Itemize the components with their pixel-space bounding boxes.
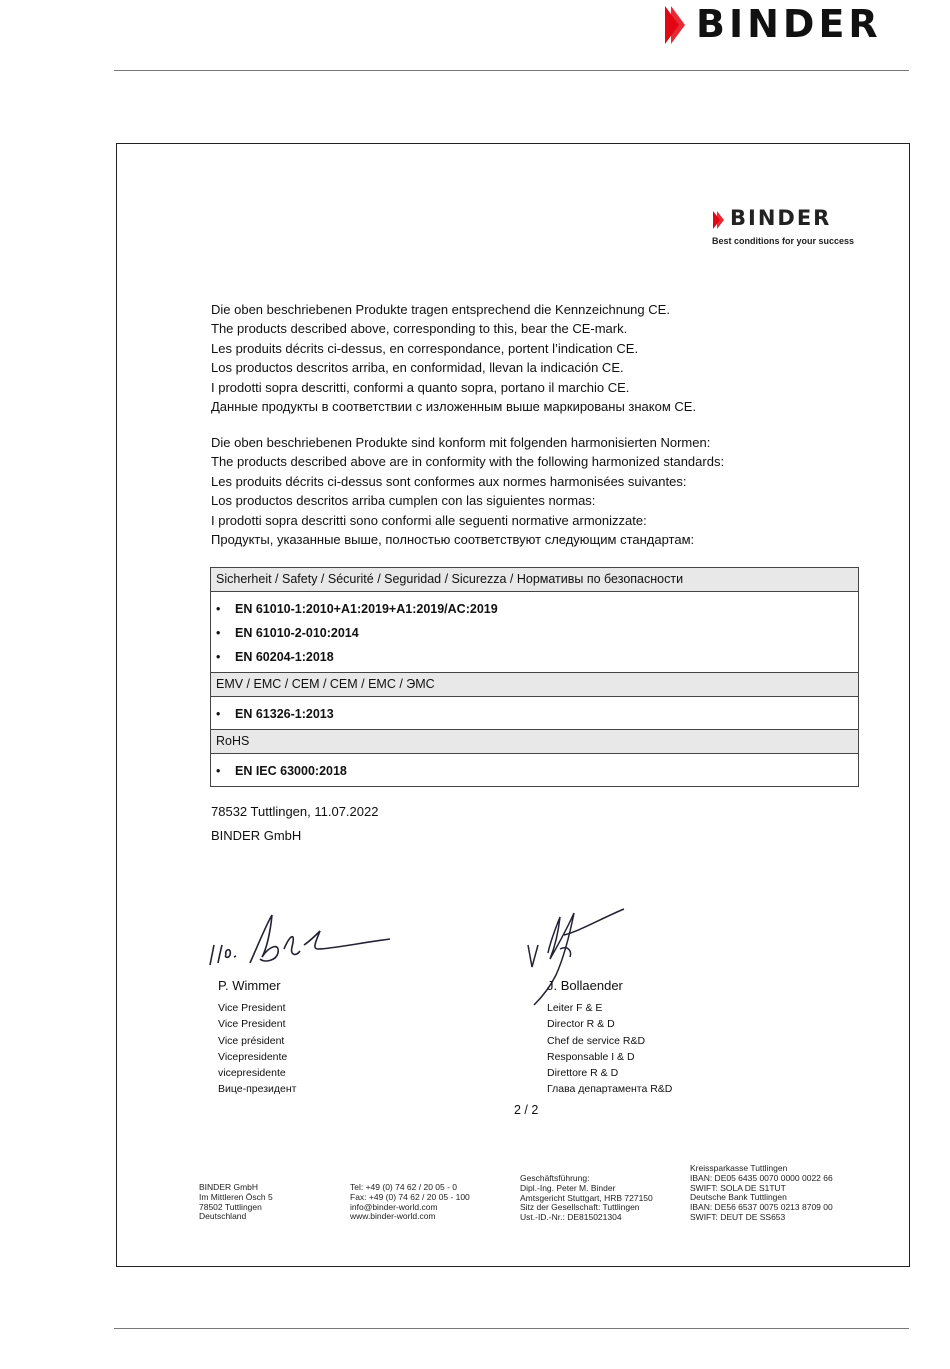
binder-logo xyxy=(662,4,912,46)
standard-item xyxy=(211,621,858,645)
company-name: BINDER GmbH xyxy=(211,828,302,843)
footer-line: Ust.-ID.-Nr.: DE815021304 xyxy=(520,1212,622,1223)
emc-standards xyxy=(211,697,858,730)
ce-marking-statement xyxy=(211,300,696,416)
ce-line: Die oben beschriebenen Produkte tragen entsprechend die Kennzeichnung CE. xyxy=(211,302,670,317)
binder-logo-icon xyxy=(662,4,692,46)
signature-bollaender xyxy=(520,905,630,1010)
title-line: Chef de service R&D xyxy=(547,1034,646,1047)
footer-line: Sitz der Gesellschaft: Tuttlingen xyxy=(520,1202,640,1213)
place-and-date-block xyxy=(211,800,378,848)
binder-logo-icon xyxy=(712,210,728,230)
conformity-statement xyxy=(211,433,724,549)
signatory-name: J. Bollaender xyxy=(547,978,623,993)
footer-line: SWIFT: DEUT DE SS653 xyxy=(690,1211,786,1222)
ce-line: The products described above, corresponding to this, bear the CE-mark. xyxy=(211,321,628,337)
footer-line: info@binder-world.com xyxy=(350,1201,438,1212)
safety-heading: Sicherheit / Safety / Sécurité / Seguridad / Sicurezza / Нормативы по безопасности xyxy=(211,568,858,592)
footer-line: Tel: +49 (0) 74 62 / 20 05 - 0 xyxy=(350,1182,458,1192)
title-line: Vice President xyxy=(218,1018,286,1031)
bullet: • xyxy=(216,650,221,664)
ce-line: I prodotti sopra descritti, conformi a quanto sopra, portano il marchio CE. xyxy=(211,379,630,395)
footer-divider xyxy=(114,1328,909,1329)
bullet: • xyxy=(216,764,221,778)
footer-line: IBAN: DE56 6537 0075 0213 8709 00 xyxy=(690,1202,833,1213)
emc-heading: EMV / EMC / CEM / CEM / EMC / ЭМС xyxy=(211,673,858,697)
standard-item xyxy=(211,597,858,621)
ce-line: Les produits décrits ci-dessus, en correspondance, portent l’indication CE. xyxy=(211,340,639,356)
footer-line: Dipl.-Ing. Peter M. Binder xyxy=(520,1182,616,1193)
signatory-name: P. Wimmer xyxy=(218,978,281,993)
footer-banking xyxy=(690,1164,833,1223)
rohs-heading: RoHS xyxy=(211,730,858,754)
footer-line: IBAN: DE05 6435 0070 0000 0022 66 xyxy=(690,1172,833,1183)
title-line: Vice President xyxy=(218,1002,286,1014)
standard-item xyxy=(211,759,858,783)
footer-management xyxy=(520,1174,653,1223)
conformity-line: I prodotti sopra descritti sono conformi alle seguenti normative armonizzate: xyxy=(211,512,647,528)
footer-line: BINDER GmbH xyxy=(199,1182,259,1192)
title-line: Director R & D xyxy=(547,1018,615,1031)
title-line: Vice président xyxy=(218,1034,285,1047)
footer-line: Deutschland xyxy=(199,1211,247,1222)
signatory-titles xyxy=(218,1000,297,1098)
ce-line: Los productos descritos arriba, en conformidad, llevan la indicación CE. xyxy=(211,360,624,376)
standard-item xyxy=(211,645,858,669)
standard-code: EN 61010-1:2010+A1:2019+A1:2019/AC:2019 xyxy=(235,602,498,616)
signature-wimmer xyxy=(200,905,395,975)
footer-line: SWIFT: SOLA DE S1TUT xyxy=(690,1182,786,1193)
bullet: • xyxy=(216,626,221,640)
footer-line: Kreissparkasse Tuttlingen xyxy=(690,1163,788,1173)
bullet: • xyxy=(216,707,221,721)
footer-line: Im Mittleren Ösch 5 xyxy=(199,1191,273,1202)
binder-logo-text: BINDER xyxy=(696,2,882,46)
certificate-logo-text: BINDER xyxy=(730,206,832,230)
standards-table xyxy=(210,567,859,787)
standard-code: EN IEC 63000:2018 xyxy=(235,764,347,778)
footer-line: Amtsgericht Stuttgart, HRB 727150 xyxy=(520,1192,653,1203)
footer-line: www.binder-world.com xyxy=(350,1211,436,1222)
title-line: Leiter F & E xyxy=(547,1002,603,1014)
standard-code: EN 61010-2-010:2014 xyxy=(235,626,359,640)
signatory-titles xyxy=(547,1000,672,1098)
conformity-line: Продукты, указанные выше, полностью соответствуют следующим стандартам: xyxy=(211,532,695,548)
title-line: Direttore R & D xyxy=(547,1067,619,1080)
standard-item xyxy=(211,702,858,726)
footer-address xyxy=(199,1183,273,1222)
conformity-line: Die oben beschriebenen Produkte sind konform mit folgenden harmonisierten Normen: xyxy=(211,435,711,450)
footer-line: Fax: +49 (0) 74 62 / 20 05 - 100 xyxy=(350,1191,470,1202)
bullet: • xyxy=(216,602,221,616)
title-line: Vicepresidente xyxy=(218,1050,288,1063)
ce-line: Данные продукты в соответствии с изложенным выше маркированы знаком CE. xyxy=(211,399,697,415)
page-number: 2 / 2 xyxy=(514,1103,539,1117)
place-date: 78532 Tuttlingen, 11.07.2022 xyxy=(211,804,379,819)
standard-code: EN 61326-1:2013 xyxy=(235,707,334,721)
certificate-logo xyxy=(712,208,872,252)
title-line: Глава департамента R&D xyxy=(547,1083,673,1096)
conformity-line: Les produits décrits ci-dessus sont conformes aux normes harmonisées suivantes: xyxy=(211,473,687,489)
footer-contact xyxy=(350,1183,470,1222)
title-line: Вице-президент xyxy=(218,1083,297,1096)
footer-line: Geschäftsführung: xyxy=(520,1173,590,1183)
title-line: Responsable I & D xyxy=(547,1050,635,1063)
conformity-line: Los productos descritos arriba cumplen con las siguientes normas: xyxy=(211,493,596,509)
rohs-standards xyxy=(211,754,858,786)
certificate-logo-tagline: Best conditions for your success xyxy=(712,236,855,246)
safety-standards xyxy=(211,592,858,673)
header-divider xyxy=(114,70,909,71)
title-line: vicepresidente xyxy=(218,1067,286,1080)
conformity-line: The products described above are in conformity with the following harmonized standards: xyxy=(211,454,725,470)
footer-line: 78502 Tuttlingen xyxy=(199,1201,262,1212)
footer-line: Deutsche Bank Tuttlingen xyxy=(690,1192,787,1203)
standard-code: EN 60204-1:2018 xyxy=(235,650,334,664)
